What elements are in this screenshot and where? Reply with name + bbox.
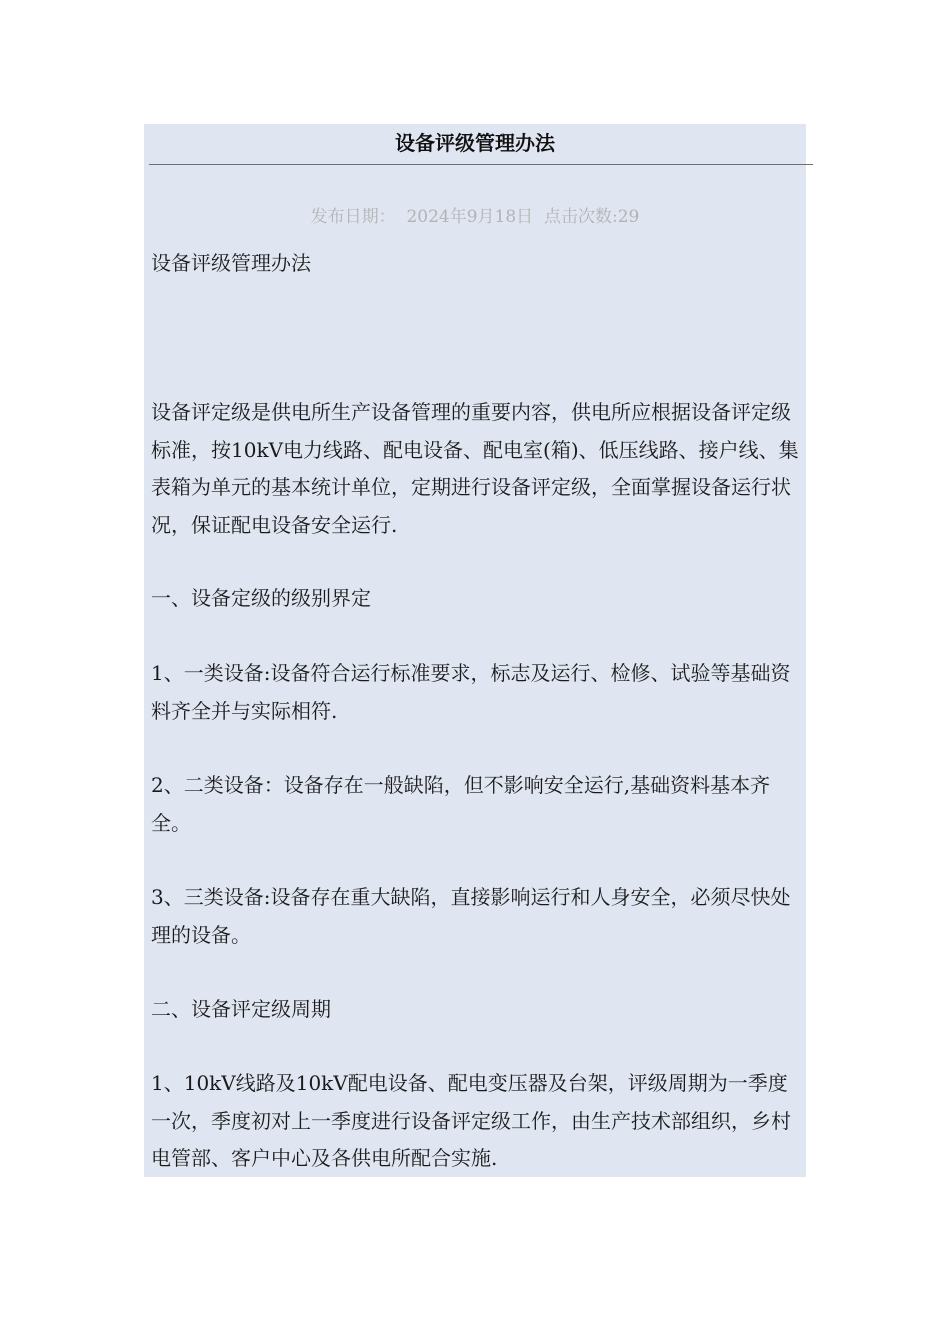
- section-1-item-2: 2、二类设备：设备存在一般缺陷，但不影响安全运行,基础资料基本齐全。: [151, 773, 771, 835]
- section-2-heading: 二、设备评定级周期: [151, 997, 331, 1021]
- intro-paragraph: 设备评定级是供电所生产设备管理的重要内容，供电所应根据设备评定级标准，按10kV电力线路、配电设备、配电室(箱)、低压线路、接户线、集表箱为单元的基本统计单位，定期进行设备评定级，全面掌握设备运行状况，保证配电设备安全运行.: [151, 400, 799, 537]
- publish-meta: [144, 202, 806, 227]
- section-1-item-3: 3、三类设备:设备存在重大缺陷，直接影响运行和人身安全，必须尽快处理的设备。: [151, 885, 791, 947]
- publish-date-label: 发布日期：: [310, 207, 396, 227]
- title-divider: [149, 164, 813, 165]
- click-count-value: 29: [617, 207, 640, 227]
- section-1-heading: 一、设备定级的级别界定: [151, 586, 371, 610]
- section-2-item-1: 1、10kV线路及10kV配电设备、配电变压器及台架，评级周期为一季度一次，季度初对上一季度进行设备评定级工作，由生产技术部组织，乡村电管部、客户中心及各供电所配合实施.: [151, 1071, 791, 1170]
- document-title: 设备评级管理办法: [395, 131, 555, 155]
- document-page: [144, 124, 806, 1177]
- publish-date-value: 2024年9月18日: [406, 207, 534, 227]
- click-count-label: 点击次数:: [543, 207, 618, 227]
- body-heading: 设备评级管理办法: [151, 251, 311, 275]
- section-1-item-1: 1、一类设备:设备符合运行标准要求，标志及运行、检修、试验等基础资料齐全并与实际相符.: [151, 661, 791, 723]
